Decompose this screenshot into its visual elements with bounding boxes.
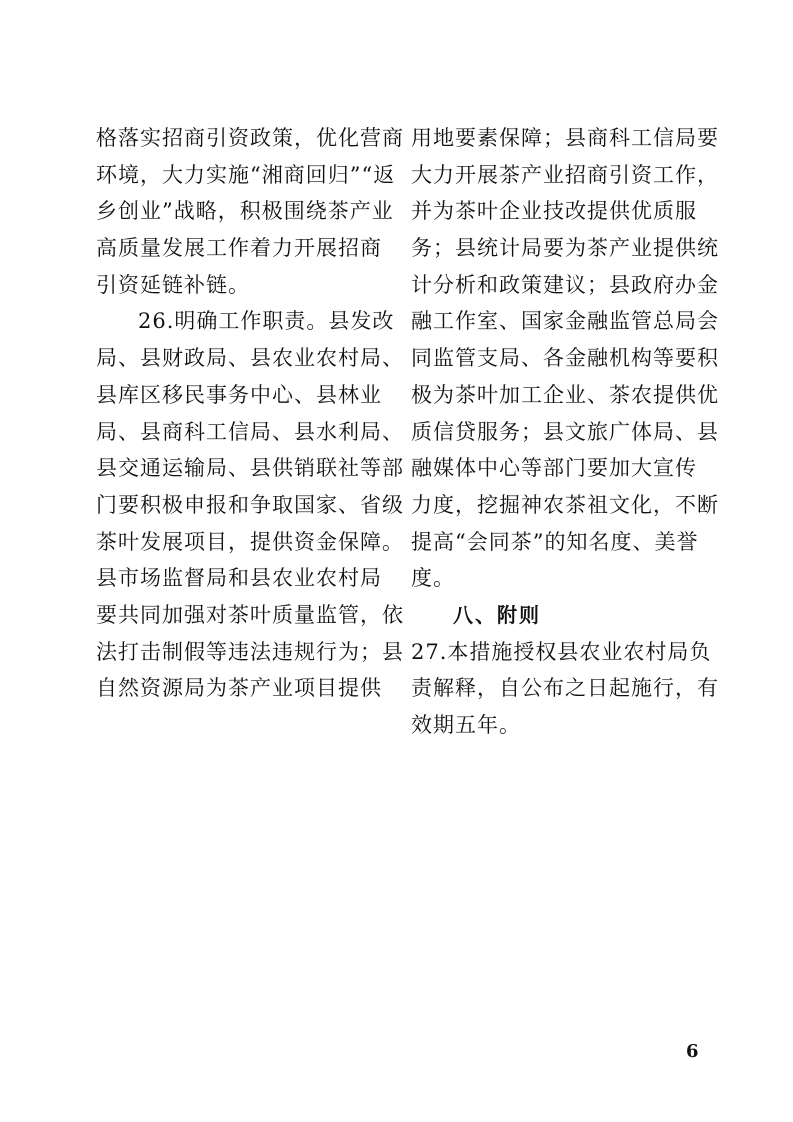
text-line: 乡创业”战略，积极围绕茶产业 xyxy=(96,199,394,224)
text-line: 用地要素保障；县商科工信局要 xyxy=(411,126,719,150)
text-line: 格落实招商引资政策，优化营商 xyxy=(96,126,404,150)
text-line: 质信贷服务；县文旅广体局、县 xyxy=(411,419,719,444)
text-line: 县库区移民事务中心、县林业 xyxy=(96,382,382,407)
text-line: 力度，挖掘神农茶祖文化，不断 xyxy=(411,492,719,517)
page-number: 6 xyxy=(686,1041,699,1062)
text-line: 大力开展茶产业招商引资工作， xyxy=(411,162,719,187)
text-line: 局、县财政局、县农业农村局、 xyxy=(96,346,404,371)
text-line: 法打击制假等违法违规行为；县 xyxy=(96,639,404,664)
text-line: 茶叶发展项目，提供资金保障。 xyxy=(96,529,404,554)
text-line: 县市场监督局和县农业农村局 xyxy=(96,566,382,591)
text-line: 极为茶叶加工企业、茶农提供优 xyxy=(411,382,719,407)
text-line: 门要积极申报和争取国家、省级 xyxy=(96,492,404,517)
paragraph-start-line: 27.本措施授权县农业农村局负 xyxy=(411,639,712,664)
text-line: 高质量发展工作着力开展招商 xyxy=(96,236,382,261)
text-line: 度。 xyxy=(411,566,455,591)
text-line: 融工作室、国家金融监管总局会 xyxy=(411,309,719,334)
text-line: 责解释，自公布之日起施行，有 xyxy=(411,676,719,701)
text-line: 要共同加强对茶叶质量监管，依 xyxy=(96,602,404,627)
text-line: 引资延链补链。 xyxy=(96,272,250,297)
section-heading: 八、附则 xyxy=(453,602,541,627)
text-line: 计分析和政策建议；县政府办金 xyxy=(411,272,719,297)
text-line: 县交通运输局、县供销联社等部 xyxy=(96,456,404,481)
text-line: 融媒体中心等部门要加大宣传 xyxy=(411,456,697,481)
paragraph-start-line: 26.明确工作职责。县发改 xyxy=(138,309,395,334)
right-text-column xyxy=(411,120,719,744)
text-line: 并为茶叶企业技改提供优质服 xyxy=(411,199,697,224)
text-line: 效期五年。 xyxy=(411,713,521,737)
text-line: 务；县统计局要为茶产业提供统 xyxy=(411,236,719,261)
text-line: 环境，大力实施“湘商回归”“返 xyxy=(96,162,396,187)
text-line: 局、县商科工信局、县水利局、 xyxy=(96,419,404,444)
text-line: 提高“会同茶”的知名度、美誉 xyxy=(411,529,699,554)
text-line: 同监管支局、各金融机构等要积 xyxy=(411,346,719,371)
left-text-column xyxy=(96,120,404,707)
text-line: 自然资源局为茶产业项目提供 xyxy=(96,676,382,701)
